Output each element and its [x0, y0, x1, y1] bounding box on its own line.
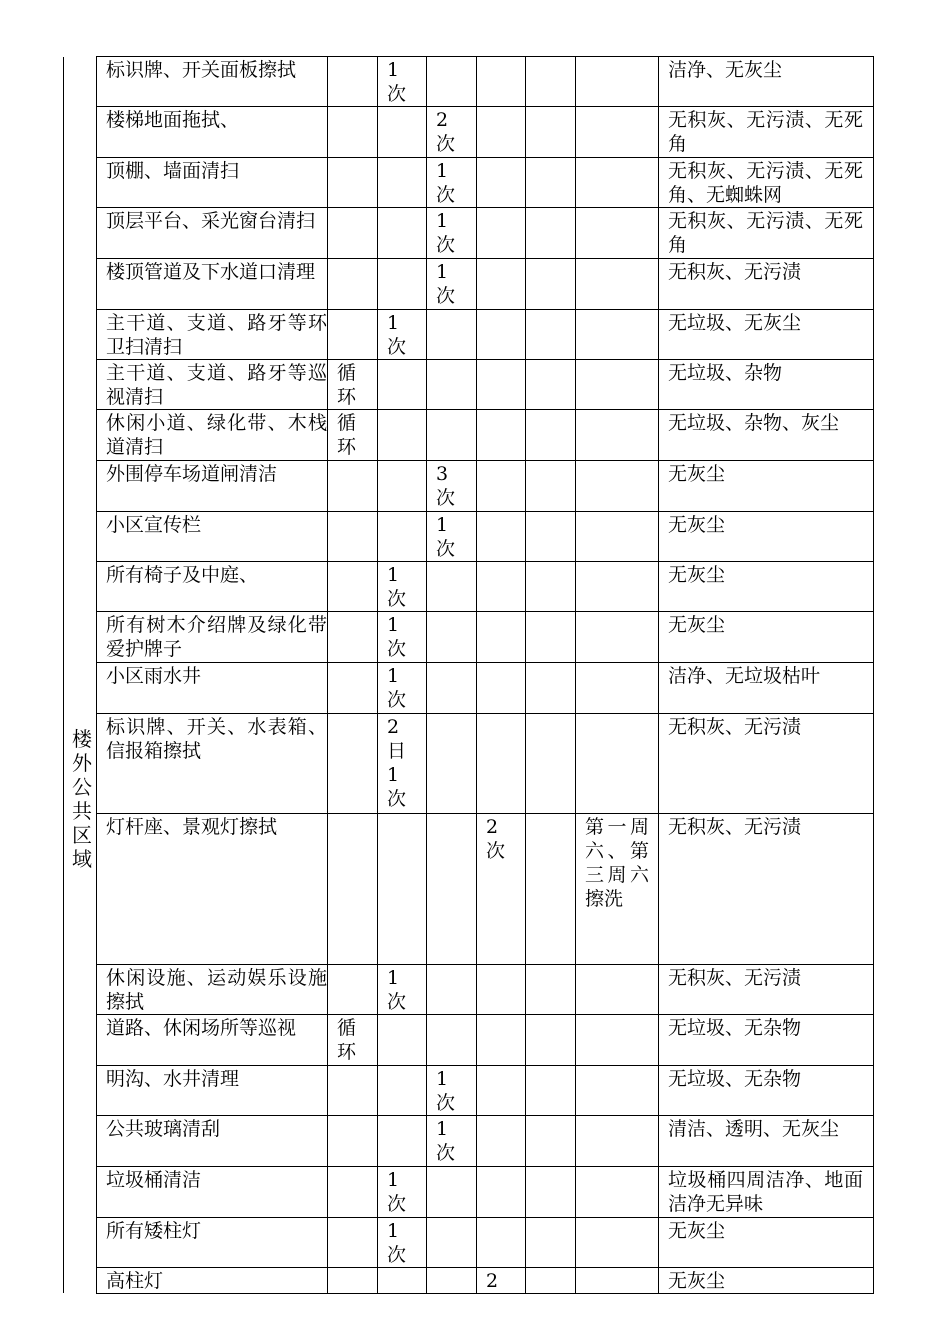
task-name-cell-text: 公共玻璃清刮	[106, 1118, 221, 1140]
freq-cell-1	[328, 208, 378, 259]
freq-cell-2	[378, 663, 427, 714]
freq-cell-4	[477, 57, 526, 107]
remark-cell	[576, 1218, 659, 1268]
freq-cell-4	[477, 512, 526, 562]
standard-cell	[659, 208, 874, 259]
standard-cell-text: 洁净、无垃圾枯叶	[668, 665, 821, 687]
freq-cell-2	[378, 965, 427, 1015]
freq-cell-2	[378, 1066, 427, 1116]
standard-cell-text: 无灰尘	[668, 564, 726, 586]
table-row	[97, 461, 874, 512]
freq-cell-2	[378, 57, 427, 107]
freq-cell-3-text: 1次	[436, 514, 456, 560]
freq-cell-1-text: 循环	[337, 1017, 357, 1063]
task-name-cell	[97, 1066, 328, 1116]
table-row	[97, 208, 874, 259]
freq-cell-3	[427, 1218, 477, 1268]
remark-cell	[576, 965, 659, 1015]
freq-cell-2	[378, 259, 427, 310]
task-name-cell-text: 所有树木介绍牌及绿化带爱护牌子	[106, 614, 327, 660]
task-name-cell-text: 高柱灯	[106, 1270, 164, 1292]
freq-cell-4	[477, 410, 526, 461]
remark-cell	[576, 208, 659, 259]
task-name-cell	[97, 259, 328, 310]
freq-cell-2-text: 1次	[387, 312, 407, 358]
table-row	[97, 1116, 874, 1167]
standard-cell	[659, 1218, 874, 1268]
freq-cell-5	[526, 259, 576, 310]
remark-cell	[576, 310, 659, 360]
freq-cell-4	[477, 1218, 526, 1268]
freq-cell-5	[526, 107, 576, 158]
task-name-cell	[97, 360, 328, 410]
freq-cell-1	[328, 360, 378, 410]
standard-cell	[659, 1268, 874, 1294]
freq-cell-2	[378, 814, 427, 965]
table-row	[97, 1268, 874, 1294]
freq-cell-1	[328, 965, 378, 1015]
remark-cell	[576, 259, 659, 310]
freq-cell-2	[378, 410, 427, 461]
table-row	[97, 965, 874, 1015]
freq-cell-4	[477, 1167, 526, 1218]
task-name-cell	[97, 310, 328, 360]
task-name-cell-text: 顶层平台、采光窗台清扫	[106, 210, 316, 232]
standard-cell	[659, 512, 874, 562]
task-name-cell	[97, 612, 328, 663]
task-name-cell	[97, 461, 328, 512]
standard-cell	[659, 1066, 874, 1116]
freq-cell-5	[526, 562, 576, 612]
freq-cell-1	[328, 461, 378, 512]
freq-cell-1-text: 循环	[337, 362, 357, 408]
standard-cell-text: 无积灰、无污渍	[668, 967, 802, 989]
remark-cell	[576, 562, 659, 612]
freq-cell-1	[328, 107, 378, 158]
standard-cell	[659, 1015, 874, 1066]
freq-cell-1	[328, 1268, 378, 1294]
freq-cell-4	[477, 259, 526, 310]
task-name-cell-text: 外围停车场道闸清洁	[106, 463, 278, 485]
freq-cell-3-text: 1次	[436, 261, 456, 307]
freq-cell-1	[328, 259, 378, 310]
section-label	[70, 727, 94, 871]
freq-cell-5	[526, 714, 576, 814]
task-name-cell	[97, 814, 328, 965]
standard-cell	[659, 310, 874, 360]
standard-cell	[659, 663, 874, 714]
freq-cell-4	[477, 714, 526, 814]
freq-cell-4	[477, 1066, 526, 1116]
table-row	[97, 612, 874, 663]
freq-cell-3	[427, 714, 477, 814]
freq-cell-4	[477, 1116, 526, 1167]
freq-cell-4	[477, 107, 526, 158]
table-row	[97, 1066, 874, 1116]
table-row	[97, 814, 874, 965]
standard-cell-text: 无垃圾、无灰尘	[668, 312, 802, 334]
standard-cell-text: 无积灰、无污渍	[668, 261, 802, 283]
freq-cell-1	[328, 1116, 378, 1167]
task-name-cell	[97, 1116, 328, 1167]
task-name-cell	[97, 410, 328, 461]
table-row	[97, 562, 874, 612]
freq-cell-1	[328, 310, 378, 360]
freq-cell-5	[526, 965, 576, 1015]
task-name-cell-text: 所有椅子及中庭、	[106, 564, 259, 586]
freq-cell-5	[526, 360, 576, 410]
task-name-cell-text: 小区雨水井	[106, 665, 202, 687]
standard-cell-text: 清洁、透明、无灰尘	[668, 1118, 840, 1140]
standard-cell-text: 无灰尘	[668, 1220, 726, 1242]
standard-cell-text: 无垃圾、杂物	[668, 362, 783, 384]
freq-cell-4	[477, 1015, 526, 1066]
freq-cell-3	[427, 663, 477, 714]
freq-cell-2-text: 1次	[387, 967, 407, 1013]
task-name-cell-text: 灯杆座、景观灯擦拭	[106, 816, 278, 838]
standard-cell	[659, 965, 874, 1015]
freq-cell-3	[427, 1066, 477, 1116]
freq-cell-1	[328, 1167, 378, 1218]
freq-cell-4	[477, 1268, 526, 1294]
task-name-cell	[97, 1167, 328, 1218]
task-name-cell-text: 主干道、支道、路牙等巡视清扫	[106, 362, 327, 408]
standard-cell	[659, 259, 874, 310]
standard-cell-text: 无垃圾、杂物、灰尘	[668, 412, 840, 434]
task-name-cell	[97, 562, 328, 612]
freq-cell-2	[378, 1218, 427, 1268]
freq-cell-5	[526, 512, 576, 562]
freq-cell-3	[427, 57, 477, 107]
remark-cell	[576, 1167, 659, 1218]
standard-cell	[659, 1167, 874, 1218]
table-row	[97, 663, 874, 714]
freq-cell-2	[378, 107, 427, 158]
freq-cell-5	[526, 663, 576, 714]
freq-cell-4	[477, 612, 526, 663]
freq-cell-1-text: 循环	[337, 412, 357, 458]
freq-cell-2	[378, 1015, 427, 1066]
task-name-cell-text: 顶棚、墙面清扫	[106, 160, 240, 182]
freq-cell-1	[328, 1015, 378, 1066]
task-name-cell	[97, 714, 328, 814]
freq-cell-4	[477, 158, 526, 208]
freq-cell-3	[427, 310, 477, 360]
table-row	[97, 360, 874, 410]
standard-cell	[659, 158, 874, 208]
remark-cell	[576, 1015, 659, 1066]
section-label-char: 共	[72, 799, 92, 823]
freq-cell-2	[378, 714, 427, 814]
freq-cell-2	[378, 1116, 427, 1167]
freq-cell-4	[477, 965, 526, 1015]
freq-cell-3	[427, 461, 477, 512]
freq-cell-3	[427, 1268, 477, 1294]
freq-cell-3-text: 1次	[436, 160, 456, 206]
remark-cell-text: 第一周六、第三周六擦洗	[585, 816, 649, 910]
freq-cell-5	[526, 1116, 576, 1167]
table-row	[97, 107, 874, 158]
freq-cell-1	[328, 714, 378, 814]
standard-cell	[659, 562, 874, 612]
standard-cell	[659, 612, 874, 663]
freq-cell-3-text: 1次	[436, 1118, 456, 1164]
freq-cell-5	[526, 1015, 576, 1066]
standard-cell-text: 无积灰、无污渍	[668, 816, 802, 838]
task-name-cell-text: 主干道、支道、路牙等环卫扫清扫	[106, 312, 327, 358]
task-name-cell-text: 标识牌、开关、水表箱、信报箱擦拭	[106, 716, 327, 762]
freq-cell-2-text: 1次	[387, 1220, 407, 1266]
freq-cell-3	[427, 1116, 477, 1167]
standard-cell-text: 垃圾桶四周洁净、地面洁净无异味	[668, 1169, 863, 1215]
task-name-cell	[97, 57, 328, 107]
freq-cell-1	[328, 663, 378, 714]
task-name-cell	[97, 1218, 328, 1268]
task-name-cell	[97, 1268, 328, 1294]
freq-cell-2-text: 1次	[387, 665, 407, 711]
remark-cell	[576, 360, 659, 410]
freq-cell-4-text: 2	[486, 1270, 499, 1292]
freq-cell-2	[378, 360, 427, 410]
freq-cell-5	[526, 1167, 576, 1218]
freq-cell-3	[427, 512, 477, 562]
table-row	[97, 1167, 874, 1218]
freq-cell-4	[477, 663, 526, 714]
task-name-cell-text: 道路、休闲场所等巡视	[106, 1017, 297, 1039]
table-row	[97, 410, 874, 461]
standard-cell	[659, 714, 874, 814]
task-name-cell-text: 标识牌、开关面板擦拭	[106, 59, 297, 81]
remark-cell	[576, 461, 659, 512]
table-row	[97, 310, 874, 360]
remark-cell	[576, 57, 659, 107]
task-name-cell	[97, 158, 328, 208]
task-name-cell-text: 休闲设施、运动娱乐设施擦拭	[106, 967, 327, 1013]
freq-cell-5	[526, 612, 576, 663]
freq-cell-1	[328, 1066, 378, 1116]
remark-cell	[576, 1066, 659, 1116]
freq-cell-3	[427, 360, 477, 410]
freq-cell-1	[328, 1218, 378, 1268]
task-name-cell-text: 明沟、水井清理	[106, 1068, 240, 1090]
remark-cell	[576, 814, 659, 965]
freq-cell-2-text: 2日1次	[387, 716, 407, 810]
freq-cell-2-text: 1次	[387, 614, 407, 660]
table-row	[97, 512, 874, 562]
remark-cell	[576, 158, 659, 208]
task-name-cell	[97, 663, 328, 714]
remark-cell	[576, 107, 659, 158]
remark-cell	[576, 663, 659, 714]
freq-cell-2	[378, 461, 427, 512]
standard-cell-text: 无垃圾、无杂物	[668, 1017, 802, 1039]
freq-cell-4-text: 2次	[486, 816, 506, 862]
freq-cell-3	[427, 158, 477, 208]
remark-cell	[576, 1116, 659, 1167]
freq-cell-5	[526, 814, 576, 965]
freq-cell-3	[427, 562, 477, 612]
freq-cell-3-text: 3次	[436, 463, 456, 509]
standard-cell	[659, 107, 874, 158]
freq-cell-4	[477, 360, 526, 410]
freq-cell-2	[378, 562, 427, 612]
table-row	[97, 1218, 874, 1268]
freq-cell-4	[477, 208, 526, 259]
table-row	[97, 57, 874, 107]
section-label-char: 外	[72, 751, 92, 775]
section-label-char: 区	[72, 823, 92, 847]
freq-cell-1	[328, 57, 378, 107]
remark-cell	[576, 410, 659, 461]
standard-cell	[659, 461, 874, 512]
freq-cell-3	[427, 410, 477, 461]
table-row	[97, 714, 874, 814]
standard-cell-text: 无灰尘	[668, 1270, 726, 1292]
freq-cell-3	[427, 1015, 477, 1066]
standard-cell	[659, 814, 874, 965]
freq-cell-2	[378, 208, 427, 259]
task-name-cell-text: 休闲小道、绿化带、木栈道清扫	[106, 412, 327, 458]
freq-cell-1	[328, 512, 378, 562]
standard-cell-text: 无积灰、无污渍、无死角	[668, 109, 863, 155]
task-name-cell	[97, 107, 328, 158]
freq-cell-5	[526, 57, 576, 107]
task-name-cell-text: 楼梯地面拖拭、	[106, 109, 240, 131]
freq-cell-2-text: 1次	[387, 1169, 407, 1215]
section-label-char: 公	[72, 775, 92, 799]
standard-cell-text: 无积灰、无污渍、无死角	[668, 210, 863, 256]
freq-cell-2-text: 1次	[387, 564, 407, 610]
section-label-char: 楼	[72, 727, 92, 751]
freq-cell-5	[526, 410, 576, 461]
task-name-cell-text: 垃圾桶清洁	[106, 1169, 202, 1191]
table-row	[97, 1015, 874, 1066]
freq-cell-5	[526, 208, 576, 259]
freq-cell-2-text: 1次	[387, 59, 407, 105]
section-label-char: 域	[72, 847, 92, 871]
freq-cell-4	[477, 310, 526, 360]
freq-cell-2	[378, 512, 427, 562]
task-name-cell	[97, 512, 328, 562]
standard-cell-text: 无垃圾、无杂物	[668, 1068, 802, 1090]
table-row	[97, 158, 874, 208]
standard-cell-text: 无积灰、无污渍	[668, 716, 802, 738]
freq-cell-1	[328, 562, 378, 612]
standard-cell-text: 无灰尘	[668, 614, 726, 636]
standard-cell-text: 无积灰、无污渍、无死角、无蜘蛛网	[668, 160, 863, 206]
freq-cell-3-text: 2次	[436, 109, 456, 155]
task-name-cell	[97, 965, 328, 1015]
freq-cell-2	[378, 1268, 427, 1294]
remark-cell	[576, 512, 659, 562]
freq-cell-2	[378, 612, 427, 663]
remark-cell	[576, 1268, 659, 1294]
task-name-cell-text: 所有矮柱灯	[106, 1220, 202, 1242]
standard-cell	[659, 360, 874, 410]
standard-cell-text: 无灰尘	[668, 463, 726, 485]
freq-cell-2	[378, 310, 427, 360]
freq-cell-5	[526, 1268, 576, 1294]
freq-cell-5	[526, 310, 576, 360]
standard-cell	[659, 57, 874, 107]
freq-cell-4	[477, 461, 526, 512]
cleaning-schedule-table	[96, 56, 874, 1294]
remark-cell	[576, 714, 659, 814]
remark-cell	[576, 612, 659, 663]
freq-cell-1	[328, 410, 378, 461]
freq-cell-2	[378, 158, 427, 208]
left-border-line	[63, 57, 64, 1293]
freq-cell-1	[328, 158, 378, 208]
standard-cell-text: 无灰尘	[668, 514, 726, 536]
freq-cell-1	[328, 612, 378, 663]
freq-cell-3	[427, 259, 477, 310]
freq-cell-5	[526, 1066, 576, 1116]
freq-cell-3-text: 1次	[436, 1068, 456, 1114]
standard-cell	[659, 1116, 874, 1167]
freq-cell-3-text: 1次	[436, 210, 456, 256]
task-name-cell	[97, 1015, 328, 1066]
freq-cell-5	[526, 158, 576, 208]
freq-cell-3	[427, 965, 477, 1015]
freq-cell-3	[427, 107, 477, 158]
freq-cell-4	[477, 562, 526, 612]
freq-cell-3	[427, 1167, 477, 1218]
freq-cell-3	[427, 814, 477, 965]
freq-cell-3	[427, 612, 477, 663]
freq-cell-3	[427, 208, 477, 259]
standard-cell	[659, 410, 874, 461]
task-name-cell	[97, 208, 328, 259]
freq-cell-4	[477, 814, 526, 965]
freq-cell-5	[526, 461, 576, 512]
freq-cell-2	[378, 1167, 427, 1218]
standard-cell-text: 洁净、无灰尘	[668, 59, 783, 81]
table-row	[97, 259, 874, 310]
task-name-cell-text: 小区宣传栏	[106, 514, 202, 536]
freq-cell-5	[526, 1218, 576, 1268]
task-name-cell-text: 楼顶管道及下水道口清理	[106, 261, 316, 283]
freq-cell-1	[328, 814, 378, 965]
